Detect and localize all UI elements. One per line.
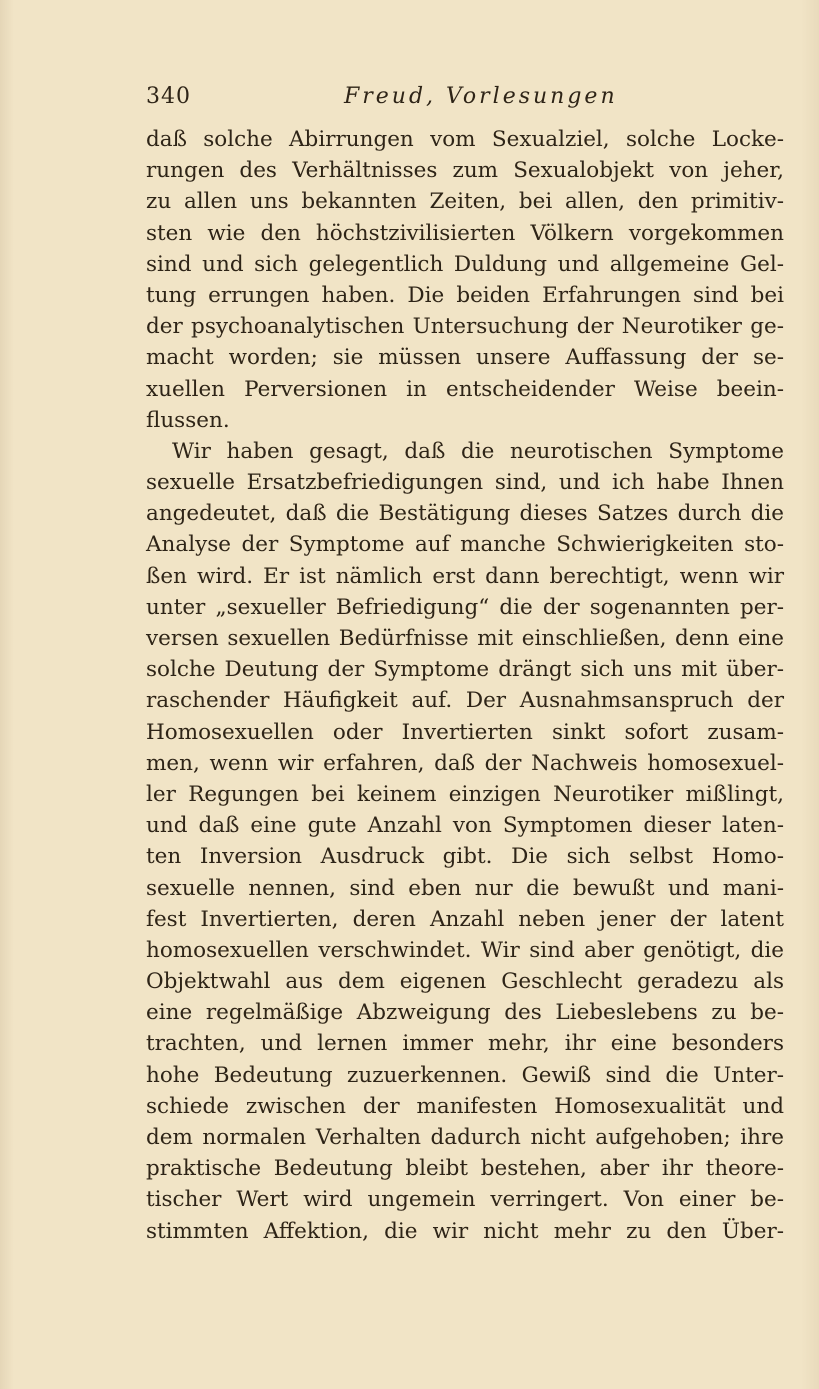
- text-line: eine regelmäßige Abzweigung des Liebeslebens zu be-: [146, 1000, 784, 1026]
- text-line: sexuelle nennen, sind eben nur die bewußt und mani-: [146, 875, 784, 901]
- text-line: fest Invertierten, deren Anzahl neben jener der latent: [146, 906, 784, 932]
- text-line: praktische Bedeutung bleibt bestehen, aber ihr theore-: [146, 1156, 784, 1182]
- text-line: schiede zwischen der manifesten Homosexualität und: [146, 1093, 784, 1119]
- text-line: flussen.: [146, 407, 230, 433]
- text-line: ten Inversion Ausdruck gibt. Die sich selbst Homo-: [146, 844, 784, 870]
- text-line: raschender Häufigkeit auf. Der Ausnahmsanspruch der: [146, 688, 784, 714]
- text-line: sten wie den höchstzivilisierten Völkern vorgekommen: [146, 220, 784, 246]
- text-line: und daß eine gute Anzahl von Symptomen dieser laten-: [146, 813, 784, 839]
- text-line: stimmten Affektion, die wir nicht mehr zu den Über-: [146, 1218, 784, 1244]
- text-line: xuellen Perversionen in entscheidender Weise beein-: [146, 376, 784, 402]
- text-line: trachten, und lernen immer mehr, ihr eine besonders: [146, 1031, 784, 1057]
- text-line: hohe Bedeutung zuzuerkennen. Gewiß sind die Unter-: [146, 1062, 784, 1088]
- text-line: ler Regungen bei keinem einzigen Neurotiker mißlingt,: [146, 781, 784, 807]
- running-head: Freud, Vorlesungen: [344, 84, 618, 109]
- page-number: 340: [146, 84, 191, 109]
- text-line: versen sexuellen Bedürfnisse mit einschließen, denn eine: [146, 626, 784, 651]
- text-line: Objektwahl aus dem eigenen Geschlecht geradezu als: [146, 969, 784, 995]
- text-line: sexuelle Ersatzbefriedigungen sind, und ich habe Ihnen: [146, 470, 784, 496]
- text-line: homosexuellen verschwindet. Wir sind aber genötigt, die: [146, 937, 784, 963]
- body-text: [146, 124, 784, 1247]
- text-line: Homosexuellen oder Invertierten sinkt sofort zusam-: [146, 719, 784, 745]
- text-line: angedeutet, daß die Bestätigung dieses Satzes durch die: [146, 501, 784, 527]
- text-line: macht worden; sie müssen unsere Auffassung der se-: [146, 345, 784, 371]
- text-line: rungen des Verhältnisses zum Sexualobjekt von jeher,: [146, 158, 784, 184]
- text-line: Wir haben gesagt, daß die neurotischen Symptome: [172, 438, 784, 464]
- text-line: solche Deutung der Symptome drängt sich uns mit über-: [146, 657, 784, 683]
- text-line: tischer Wert wird ungemein verringert. Von einer be-: [146, 1187, 784, 1213]
- text-line: men, wenn wir erfahren, daß der Nachweis homosexuel-: [146, 750, 784, 776]
- text-line: sind und sich gelegentlich Duldung und allgemeine Gel-: [146, 251, 784, 277]
- page-header: [146, 84, 786, 116]
- text-line: ßen wird. Er ist nämlich erst dann berechtigt, wenn wir: [146, 563, 784, 589]
- text-line: zu allen uns bekannten Zeiten, bei allen, den primitiv-: [146, 189, 784, 215]
- text-line: der psychoanalytischen Untersuchung der Neurotiker ge-: [146, 314, 784, 340]
- text-line: tung errungen haben. Die beiden Erfahrungen sind bei: [146, 282, 784, 308]
- text-line: dem normalen Verhalten dadurch nicht aufgehoben; ihre: [146, 1125, 784, 1150]
- text-line: daß solche Abirrungen vom Sexualziel, solche Locke-: [146, 127, 784, 152]
- text-line: unter „sexueller Befriedigung“ die der sogenannten per-: [146, 594, 784, 620]
- text-line: Analyse der Symptome auf manche Schwierigkeiten sto-: [146, 532, 784, 558]
